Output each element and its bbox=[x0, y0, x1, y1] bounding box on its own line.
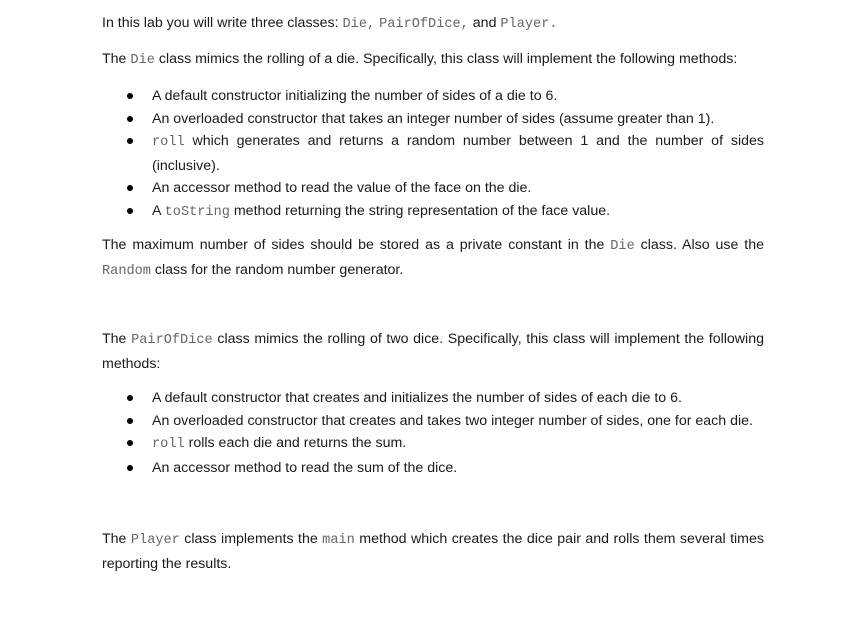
bullet-icon bbox=[127, 185, 133, 191]
bullet-icon bbox=[127, 418, 133, 424]
die-class-name: Die bbox=[130, 53, 155, 68]
list-item-text: method returning the string representation of the face value. bbox=[233, 202, 611, 219]
player-lead: The bbox=[102, 531, 127, 547]
die-section-intro bbox=[102, 48, 737, 73]
bullet-icon bbox=[127, 465, 133, 471]
bullet-icon bbox=[127, 440, 133, 446]
list-item-lead: A bbox=[152, 202, 161, 219]
list-item bbox=[102, 177, 764, 200]
list-item-code: roll bbox=[152, 135, 185, 150]
bullet-icon bbox=[127, 138, 133, 144]
die-note-code-random: Random bbox=[102, 263, 151, 279]
intro-class-pairofdice: PairOfDice, bbox=[379, 17, 469, 32]
die-note-paragraph bbox=[102, 234, 764, 283]
list-item-text: A default constructor initializing the number of sides of a die to 6. bbox=[152, 88, 558, 104]
bullet-icon bbox=[127, 395, 133, 401]
intro-class-player: Player. bbox=[500, 17, 558, 32]
die-note-text-1: The maximum number of sides should be stored as a private constant in the bbox=[102, 237, 605, 253]
list-item bbox=[102, 410, 764, 433]
list-item-text: A default constructor that creates and initializes the number of sides of each die to 6. bbox=[152, 390, 682, 406]
bullet-icon bbox=[127, 116, 133, 122]
player-text-1: class implements the bbox=[184, 531, 318, 547]
intro-text: In this lab you will write three classes: bbox=[102, 15, 339, 31]
pair-lead: The bbox=[102, 331, 127, 347]
intro-and: and bbox=[472, 15, 497, 31]
die-note-text-3: class for the random number generator. bbox=[154, 261, 404, 278]
bullet-icon bbox=[127, 208, 133, 214]
list-item-text: An overloaded constructor that takes an integer number of sides (assume greater than 1). bbox=[152, 110, 715, 127]
list-item bbox=[102, 387, 764, 410]
list-item bbox=[102, 85, 764, 108]
list-item bbox=[102, 108, 764, 131]
list-item bbox=[102, 200, 764, 225]
pair-methods-list bbox=[102, 387, 764, 479]
intro-paragraph bbox=[102, 12, 558, 37]
pair-class-name: PairOfDice bbox=[131, 333, 213, 348]
player-text-2: method which creates the dice pair and rolls them several times reporting the results. bbox=[102, 531, 764, 572]
list-item-code: roll bbox=[152, 437, 185, 452]
list-item bbox=[102, 432, 764, 457]
player-code-main: main bbox=[322, 533, 355, 548]
intro-class-die: Die, bbox=[342, 17, 376, 32]
list-item-code: toString bbox=[164, 204, 230, 220]
player-section-paragraph bbox=[102, 528, 764, 575]
pair-intro-text: class mimics the rolling of two dice. Specifically, this class will implement the following methods: bbox=[102, 331, 764, 372]
list-item-text: An accessor method to read the sum of the dice. bbox=[152, 459, 458, 476]
die-intro-text: class mimics the rolling of a die. Specifically, this class will implement the following methods: bbox=[158, 51, 738, 67]
pair-section-intro bbox=[102, 328, 764, 375]
player-class-name: Player bbox=[130, 533, 180, 548]
die-lead: The bbox=[102, 51, 127, 67]
die-methods-list bbox=[102, 85, 764, 224]
list-item-text: An accessor method to read the value of the face on the die. bbox=[152, 180, 532, 196]
list-item-text: An overloaded constructor that creates and takes two integer number of sides, one for each die. bbox=[152, 412, 753, 429]
list-item-text: rolls each die and returns the sum. bbox=[188, 435, 407, 451]
die-note-code-die: Die bbox=[610, 239, 635, 254]
list-item-text: which generates and returns a random number between 1 and the number of sides (inclusive). bbox=[152, 133, 764, 174]
list-item bbox=[102, 457, 764, 480]
list-item bbox=[102, 130, 764, 177]
bullet-icon bbox=[127, 93, 133, 99]
die-note-text-2: class. Also use the bbox=[640, 237, 764, 253]
